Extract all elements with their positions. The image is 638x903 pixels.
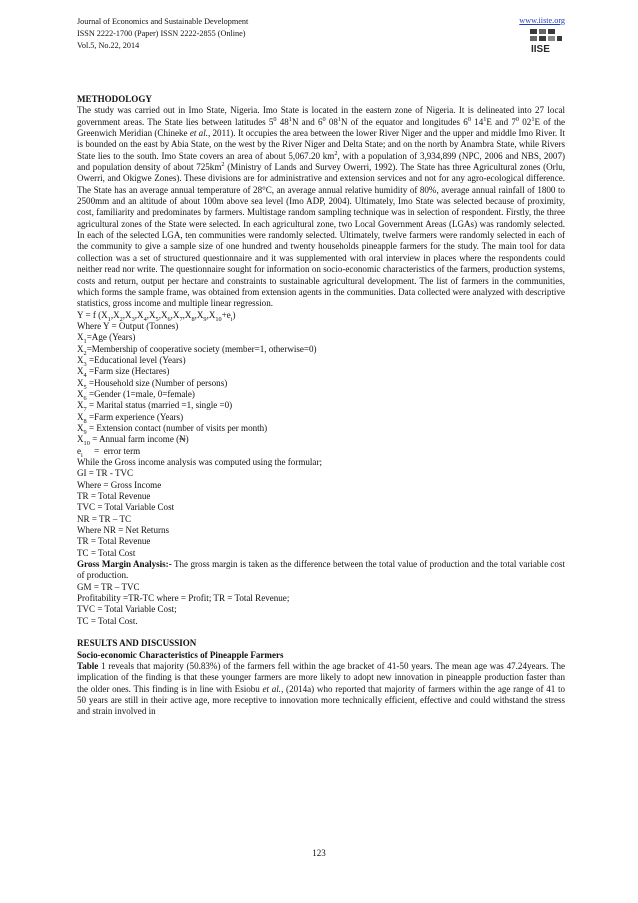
formula-line: TVC = Total Variable Cost; (77, 604, 177, 615)
results-subheading: Socio-economic Characteristics of Pineapple Farmers (77, 649, 284, 660)
formula-line: Profitability =TR-TC where = Profit; TR = Total Revenue; (77, 593, 290, 604)
variable-line: $X_1=Age$ (Years) (77, 332, 136, 346)
variable-line: $X_2=Membership$ of cooperative society (member=1, otherwise=0) (77, 343, 317, 357)
formula-line: While the Gross income analysis was computed using the formular; (77, 457, 322, 467)
formula-line: NR = TR – TC (77, 513, 132, 524)
volume: Vol.5, No.22, 2014 (77, 41, 140, 50)
variable-line: $X_{10}$ = Annual farm income (₦) (77, 434, 189, 448)
formula-line: TC = Total Cost. (77, 615, 138, 626)
results-paragraph: Table 1 reveals that majority (50.83%) of the farmers fell within the age bracket of 41-50 years. The mean age was 47.24years. The implication of the finding is that these younger farmers are more likely to adopt new innovation in pineapple production faster than the older ones. This finding is in line with Esiobu et al., (2014a) who reported that majority of farmers within the age range of 41 to 50 years are still in their active age, more receptive to innovation more technically efficient, effective and could withstand the stress and strain involved in (77, 660, 565, 717)
where-y-line: Where Y = Output (Tonnes) (77, 320, 179, 331)
iiste-logo-icon (529, 28, 563, 54)
formula-line: Where = Gross Income (77, 479, 162, 490)
methodology-heading: METHODOLOGY (77, 94, 152, 104)
gross-margin-paragraph: Gross Margin Analysis:- The gross margin is taken as the difference between the total value of production and the total variable cost of production. (77, 559, 565, 581)
issn: ISSN 2222-1700 (Paper) ISSN 2222-2855 (Online) (77, 29, 246, 38)
variable-line: $X_3$ =Educational level (Years) (77, 354, 186, 368)
variable-line: $X_9$ = Extension contact (number of visits per month) (77, 422, 268, 436)
results-heading: RESULTS AND DISCUSSION (77, 638, 197, 649)
variable-line: $X_6$ =Gender (1=male, 0=female) (77, 388, 195, 402)
formula-line: TR = Total Revenue (77, 536, 151, 547)
svg-text:IISE: IISE (531, 44, 550, 54)
variable-line: $X_8$ =Farm experience (Years) (77, 411, 184, 425)
model-equation: Y = f $(X_1,X_2,X_3,X_4,X_5,X_6,X_7,X_8,X_9,X_{10}+e_i)$ (77, 309, 236, 323)
variable-line: $X_4$ =Farm size (Hectares) (77, 366, 170, 380)
page-number: 123 (312, 848, 326, 858)
formula-line: TC = Total Cost (77, 547, 136, 558)
formula-line: TVC = Total Variable Cost (77, 502, 175, 513)
journal-name: Journal of Economics and Sustainable Development (77, 17, 249, 26)
variable-line: $e_i$ = error term (77, 445, 141, 459)
article-body (77, 94, 565, 718)
formula-line: TR = Total Revenue (77, 491, 151, 502)
formula-line: Where NR = Net Returns (77, 525, 170, 536)
variable-line: $X_7$ = Marital status (married =1, single =0) (77, 400, 233, 414)
journal-url-link[interactable]: www.iiste.org (519, 16, 565, 25)
variable-line: $X_5$ =Household size (Number of persons) (77, 377, 228, 391)
methodology-paragraph: The study was carried out in Imo State, Nigeria. Imo State is located in the eastern zone of Nigeria. It is delineated into 27 local government areas. The State lies between latitudes $5^0$ $48^1N$ and $6^0$ $08^1N$ of the equator and longitudes $6^0$ $14^1E$ and $7^0$ $02^1E$ of the Greenwich Meridian (Chineke et al., 2011). It occupies the area between the lower River Niger and the upper and middle Imo River. It is bounded on the east by Abia State, on the west by the River Niger and Delta State; and on the north by Anambra State, while Rivers State lies to the south. Imo State covers an area of about 5,067.20 $km^2$, with a population of 3,934,899 (NPC, 2006 and NBS, 2007) and population density of about $725km^2$ (Ministry of Lands and Survey Owerri, 1992). The State has three Agricultural zones (Orlu, Owerri, and Okigwe Zones). These divisions are for administrative and extension services and not for any agro-ecological difference. The State has an average annual temperature of 28°C, an average annual relative humidity of 80%, average annual rainfall of 1800 to 2500mm and an altitude of about 100m above sea level (Imo ADP, 2004). Ultimately, Imo State was selected because of proximity, cost, familiarity and predominates by farmers. Multistage random sampling technique was in selection of respondent. Firstly, the three agricultural zones of the State were selected. In each agricultural zone, two Local Government Areas (LGAs) was randomly selected. In each of the selected LGA, ten communities were randomly selected. Ultimately, twelve farmers were randomly selected in each of the community to give a sample size of one hundred and twenty households pineapple farmers for the study. The main tool for data collection was a set of structured questionnaire and it was supplemented with oral interview in places where the respondents could neither read nor write. The questionnaire sought for information on socio-economic characteristics of the farmers, production systems, costs and return, output per hectare and constraints to sustainable agricultural development. The list of farmers in the communities, which forms the sample frame, was obtained from extension agents in the communities. Data collected were analyzed with descriptive statistics, gross income and multiple linear regression. (77, 105, 566, 309)
formula-line: GM = TR – TVC (77, 581, 140, 592)
formula-line: GI = TR - TVC (77, 468, 134, 479)
